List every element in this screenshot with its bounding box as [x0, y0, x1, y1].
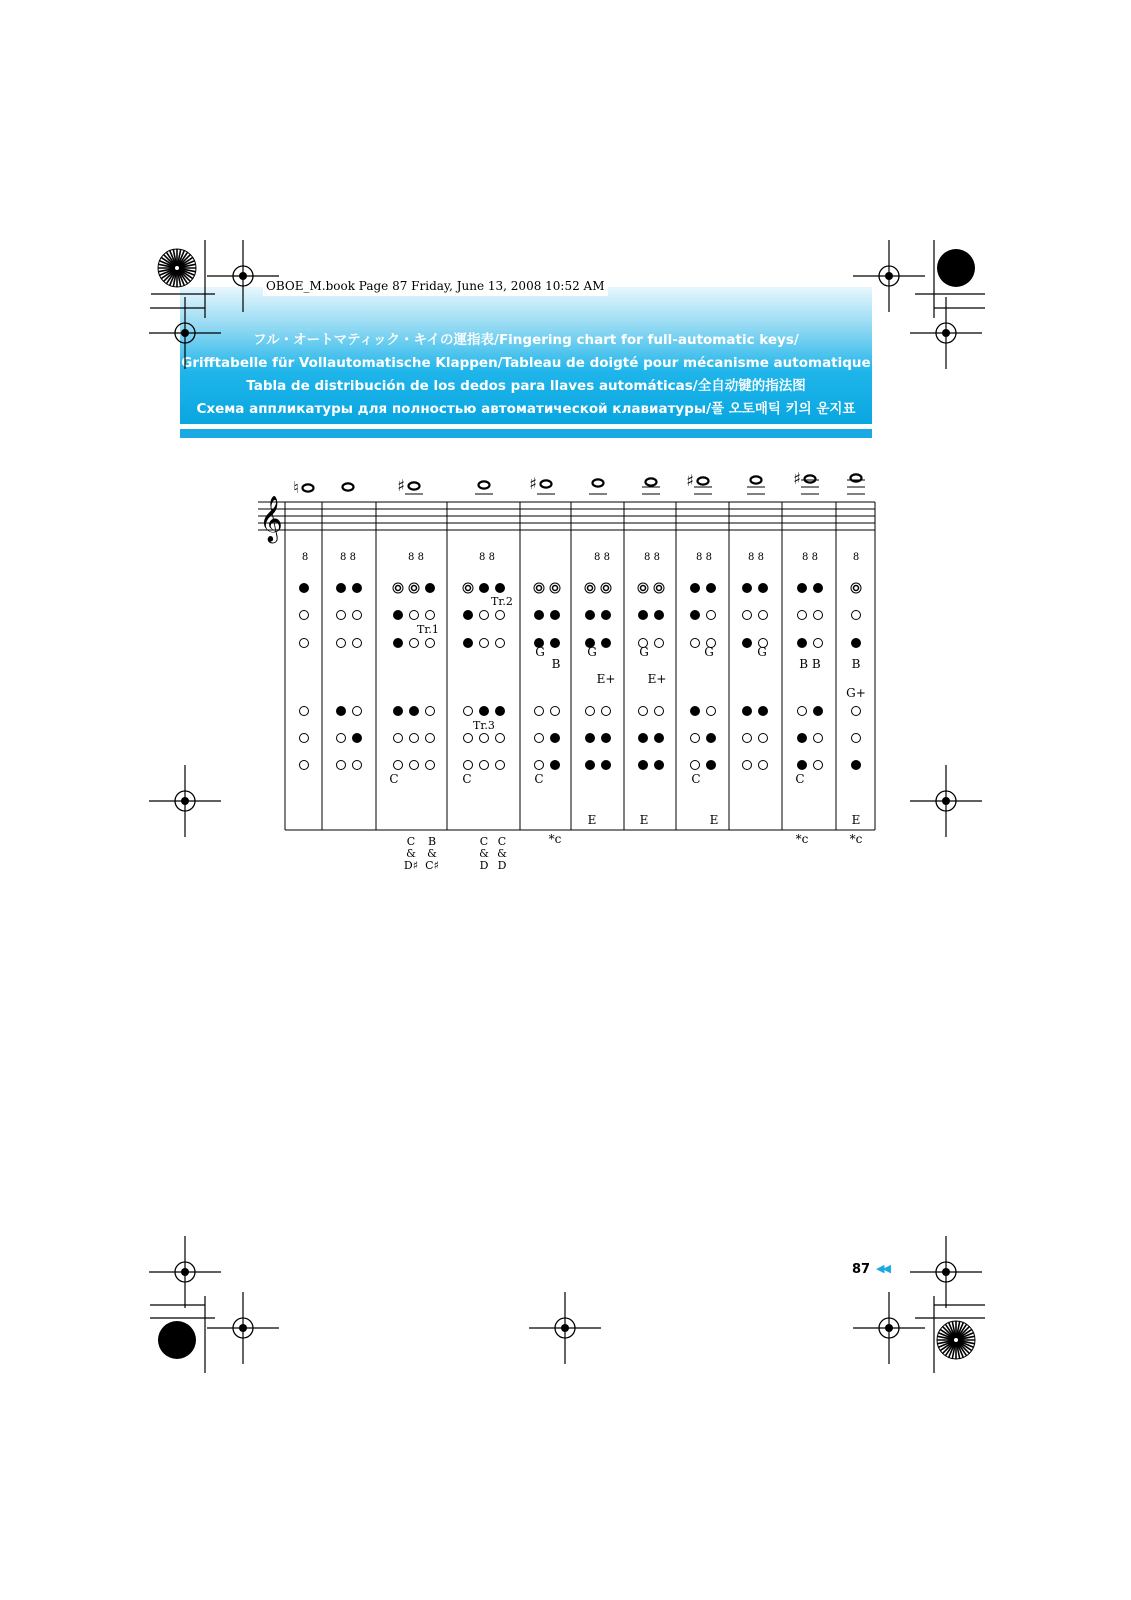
footnote-key: C: [479, 835, 489, 848]
open-hole-icon: [300, 734, 309, 743]
footnote-key: C♯: [425, 859, 439, 872]
open-hole-icon: [353, 611, 362, 620]
footnote-ampersand: &: [427, 847, 437, 860]
closed-hole-icon: [601, 610, 611, 620]
closed-hole-icon: [352, 733, 362, 743]
closed-hole-icon: [758, 583, 768, 593]
closed-hole-icon: [550, 638, 560, 648]
key-label: G: [639, 645, 649, 659]
closed-hole-icon: [797, 760, 807, 770]
key-label: B B: [799, 657, 821, 671]
footnote-key: D: [479, 859, 489, 872]
whole-note: [851, 474, 862, 481]
whole-note: [646, 478, 657, 485]
open-hole-icon: [410, 611, 419, 620]
key-label: G: [587, 645, 597, 659]
open-hole-icon: [300, 761, 309, 770]
key-label: G: [535, 645, 545, 659]
open-hole-icon: [496, 761, 505, 770]
key-label: E: [709, 813, 719, 827]
title-line-1: フル・オートマティック・キイの運指表/Fingering chart for full-automatic keys/: [253, 332, 799, 348]
closed-hole-icon: [550, 760, 560, 770]
closed-hole-icon: [585, 733, 595, 743]
open-hole-icon: [496, 639, 505, 648]
octave-key-mark: 8: [852, 552, 860, 563]
closed-hole-icon: [706, 583, 716, 593]
key-label: E: [587, 813, 597, 827]
closed-hole-icon: [690, 583, 700, 593]
closed-hole-icon: [654, 733, 664, 743]
key-label: C: [534, 772, 544, 786]
closed-hole-icon: [550, 733, 560, 743]
half-hole-icon: [638, 583, 648, 593]
open-hole-icon: [410, 761, 419, 770]
closed-hole-icon: [851, 638, 861, 648]
key-label: G: [757, 645, 767, 659]
open-hole-icon: [464, 734, 473, 743]
trill-label-2: Tr.2: [491, 595, 513, 608]
closed-hole-icon: [690, 706, 700, 716]
closed-hole-icon: [550, 610, 560, 620]
closed-hole-icon: [601, 733, 611, 743]
open-hole-icon: [426, 734, 435, 743]
open-hole-icon: [410, 734, 419, 743]
open-hole-icon: [535, 707, 544, 716]
key-label: E+: [647, 672, 667, 686]
closed-hole-icon: [742, 706, 752, 716]
open-hole-icon: [691, 761, 700, 770]
footnote-key: B: [427, 835, 437, 848]
key-label: C: [462, 772, 472, 786]
closed-hole-icon: [585, 610, 595, 620]
open-hole-icon: [337, 611, 346, 620]
closed-hole-icon: [463, 610, 473, 620]
closed-hole-icon: [797, 733, 807, 743]
whole-note: [343, 483, 354, 490]
key-label: B: [551, 657, 561, 671]
open-hole-icon: [480, 639, 489, 648]
octave-key-mark: 8 8: [479, 552, 495, 563]
open-hole-icon: [551, 707, 560, 716]
key-label: B: [851, 657, 861, 671]
closed-hole-icon: [638, 733, 648, 743]
key-label: G: [704, 645, 714, 659]
closed-hole-icon: [638, 760, 648, 770]
half-hole-inner: [553, 586, 558, 591]
open-hole-icon: [691, 639, 700, 648]
footnote-key: C: [497, 835, 507, 848]
closed-hole-icon: [690, 610, 700, 620]
open-hole-icon: [353, 639, 362, 648]
open-hole-icon: [852, 707, 861, 716]
natural-sign: ♮: [293, 478, 299, 497]
octave-key-mark: 8 8: [802, 552, 818, 563]
half-hole-inner: [588, 586, 593, 591]
open-hole-icon: [480, 611, 489, 620]
open-hole-icon: [353, 707, 362, 716]
open-hole-icon: [798, 611, 807, 620]
open-hole-icon: [743, 611, 752, 620]
open-hole-icon: [814, 611, 823, 620]
closed-hole-icon: [706, 760, 716, 770]
half-hole-icon: [585, 583, 595, 593]
footnote-asterisk: *c: [795, 832, 809, 846]
open-hole-icon: [337, 639, 346, 648]
closed-hole-icon: [638, 610, 648, 620]
open-hole-icon: [691, 734, 700, 743]
book-info-stamp: OBOE_M.book Page 87 Friday, June 13, 2008 10:52 AM: [263, 276, 608, 296]
closed-hole-icon: [463, 638, 473, 648]
sharp-sign: ♯: [397, 476, 405, 495]
whole-note: [593, 479, 604, 486]
open-hole-icon: [535, 734, 544, 743]
open-hole-icon: [426, 707, 435, 716]
half-hole-inner: [396, 586, 401, 591]
open-hole-icon: [426, 611, 435, 620]
octave-key-mark: 8 8: [696, 552, 712, 563]
closed-hole-icon: [601, 638, 611, 648]
open-hole-icon: [337, 761, 346, 770]
closed-hole-icon: [336, 706, 346, 716]
closed-hole-icon: [758, 706, 768, 716]
sharp-sign: ♯: [793, 469, 801, 488]
closed-hole-icon: [654, 760, 664, 770]
half-hole-icon: [393, 583, 403, 593]
closed-hole-icon: [813, 706, 823, 716]
closed-hole-icon: [393, 610, 403, 620]
open-hole-icon: [814, 639, 823, 648]
whole-note: [541, 480, 552, 487]
octave-key-mark: 8 8: [408, 552, 424, 563]
open-hole-icon: [759, 734, 768, 743]
open-hole-icon: [814, 761, 823, 770]
key-label: C: [389, 772, 399, 786]
open-hole-icon: [496, 611, 505, 620]
half-hole-inner: [657, 586, 662, 591]
open-hole-icon: [759, 611, 768, 620]
whole-note: [751, 476, 762, 483]
open-hole-icon: [496, 734, 505, 743]
open-hole-icon: [743, 734, 752, 743]
treble-clef-icon: 𝄞: [259, 496, 283, 542]
octave-key-mark: 8: [301, 552, 309, 563]
closed-hole-icon: [495, 706, 505, 716]
open-hole-icon: [707, 611, 716, 620]
footnote-key: C: [406, 835, 416, 848]
whole-note: [479, 481, 490, 488]
octave-key-mark: 8 8: [644, 552, 660, 563]
open-hole-icon: [707, 707, 716, 716]
open-hole-icon: [480, 734, 489, 743]
open-hole-icon: [464, 707, 473, 716]
open-hole-icon: [426, 761, 435, 770]
closed-hole-icon: [352, 583, 362, 593]
closed-hole-icon: [409, 706, 419, 716]
open-hole-icon: [480, 761, 489, 770]
footnote-ampersand: &: [406, 847, 416, 860]
key-label: E+: [596, 672, 616, 686]
open-hole-icon: [798, 707, 807, 716]
half-hole-icon: [601, 583, 611, 593]
half-hole-icon: [851, 583, 861, 593]
closed-hole-icon: [706, 733, 716, 743]
footnote-ampersand: &: [479, 847, 489, 860]
open-hole-icon: [394, 761, 403, 770]
closed-hole-icon: [601, 760, 611, 770]
closed-hole-icon: [479, 706, 489, 716]
open-hole-icon: [410, 639, 419, 648]
key-label: C: [691, 772, 701, 786]
page-number: 87: [852, 1262, 871, 1277]
open-hole-icon: [300, 611, 309, 620]
key-label: E: [639, 813, 649, 827]
closed-hole-icon: [495, 583, 505, 593]
open-hole-icon: [655, 639, 664, 648]
open-hole-icon: [464, 761, 473, 770]
open-hole-icon: [353, 761, 362, 770]
whole-note: [805, 475, 816, 482]
open-hole-icon: [535, 761, 544, 770]
open-hole-icon: [602, 707, 611, 716]
open-hole-icon: [300, 639, 309, 648]
half-hole-icon: [534, 583, 544, 593]
open-hole-icon: [300, 707, 309, 716]
half-hole-inner: [466, 586, 471, 591]
closed-hole-icon: [654, 610, 664, 620]
half-hole-icon: [463, 583, 473, 593]
closed-hole-icon: [479, 583, 489, 593]
closed-hole-icon: [585, 760, 595, 770]
whole-note: [409, 482, 420, 489]
open-hole-icon: [639, 707, 648, 716]
sharp-sign: ♯: [686, 471, 694, 490]
closed-hole-icon: [299, 583, 309, 593]
footnote-key: D♯: [403, 859, 419, 872]
open-hole-icon: [586, 707, 595, 716]
whole-note: [698, 477, 709, 484]
open-hole-icon: [852, 611, 861, 620]
whole-note: [303, 484, 314, 491]
title-line-3: Tabla de distribución de los dedos para llaves automáticas/全自动键的指法图: [246, 378, 806, 394]
octave-key-mark: 8 8: [748, 552, 764, 563]
open-hole-icon: [852, 734, 861, 743]
page-arrow-icon: ◀◀: [876, 1262, 889, 1275]
open-hole-icon: [337, 734, 346, 743]
half-hole-inner: [641, 586, 646, 591]
closed-hole-icon: [851, 760, 861, 770]
key-label: G+: [846, 686, 866, 700]
half-hole-inner: [412, 586, 417, 591]
closed-hole-icon: [742, 583, 752, 593]
closed-hole-icon: [336, 583, 346, 593]
open-hole-icon: [814, 734, 823, 743]
closed-hole-icon: [742, 638, 752, 648]
closed-hole-icon: [797, 638, 807, 648]
half-hole-icon: [654, 583, 664, 593]
title-line-4: Схема аппликатуры для полностью автоматической клавиатуры/풀 오토매틱 키의 운지표: [196, 401, 856, 417]
key-label: E: [851, 813, 861, 827]
closed-hole-icon: [393, 638, 403, 648]
sharp-sign: ♯: [529, 474, 537, 493]
trill-label-1: Tr.1: [417, 623, 439, 636]
closed-hole-icon: [797, 583, 807, 593]
open-hole-icon: [426, 639, 435, 648]
closed-hole-icon: [813, 583, 823, 593]
half-hole-inner: [604, 586, 609, 591]
half-hole-inner: [537, 586, 542, 591]
key-label: C: [795, 772, 805, 786]
closed-hole-icon: [534, 610, 544, 620]
octave-key-mark: 8 8: [594, 552, 610, 563]
closed-hole-icon: [393, 706, 403, 716]
open-hole-icon: [743, 761, 752, 770]
half-hole-icon: [409, 583, 419, 593]
half-hole-icon: [550, 583, 560, 593]
closed-hole-icon: [425, 583, 435, 593]
trill-label-3: Tr.3: [473, 719, 495, 732]
open-hole-icon: [394, 734, 403, 743]
footnote-asterisk: *c: [548, 832, 562, 846]
half-hole-inner: [854, 586, 859, 591]
footnote-asterisk: *c: [849, 832, 863, 846]
octave-key-mark: 8 8: [340, 552, 356, 563]
open-hole-icon: [655, 707, 664, 716]
open-hole-icon: [759, 761, 768, 770]
footnote-key: D: [497, 859, 507, 872]
title-line-2: Grifftabelle für Vollautomatische Klappen/Tableau de doigté pour mécanisme automatique: [181, 355, 871, 371]
footnote-ampersand: &: [497, 847, 507, 860]
